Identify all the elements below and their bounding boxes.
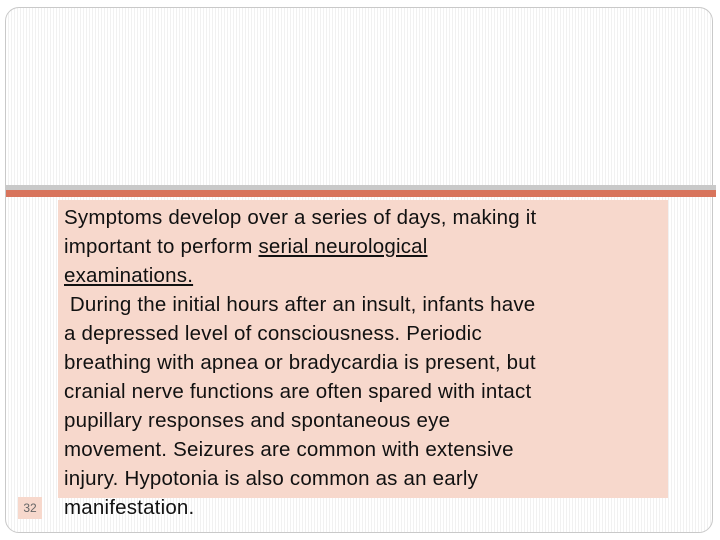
body-line-3 (64, 261, 664, 290)
body-text (64, 203, 664, 522)
body-line-7 (64, 377, 664, 406)
body-line-text: cranial nerve functions are often spared with intact (64, 380, 532, 403)
body-line-text: injury. Hypotonia is also common as an early (64, 467, 479, 490)
body-line-text: movement. Seizures are common with extensive (64, 438, 514, 461)
body-line-11 (64, 493, 664, 522)
body-line-text: During the initial hours after an insult, infants have (64, 293, 536, 316)
body-line-6 (64, 348, 664, 377)
body-line-text: breathing with apnea or bradycardia is present, but (64, 351, 536, 374)
body-line-5 (64, 319, 664, 348)
body-line-2 (64, 232, 664, 261)
body-line-10 (64, 464, 664, 493)
body-line-9 (64, 435, 664, 464)
slide-number: 32 (18, 497, 42, 519)
body-line-8 (64, 406, 664, 435)
body-line-text: manifestation. (64, 496, 195, 519)
body-line-text: pupillary responses and spontaneous eye (64, 409, 451, 432)
underlined-phrase: serial neurological (258, 235, 428, 258)
body-line-1 (64, 203, 664, 232)
title-divider-accent (6, 190, 716, 197)
body-line-text: Symptoms develop over a series of days, making it (64, 206, 537, 229)
body-line-text: a depressed level of consciousness. Periodic (64, 322, 482, 345)
body-line-4 (64, 290, 664, 319)
body-line-text: important to perform (64, 235, 259, 258)
underlined-phrase: examinations. (64, 264, 194, 287)
